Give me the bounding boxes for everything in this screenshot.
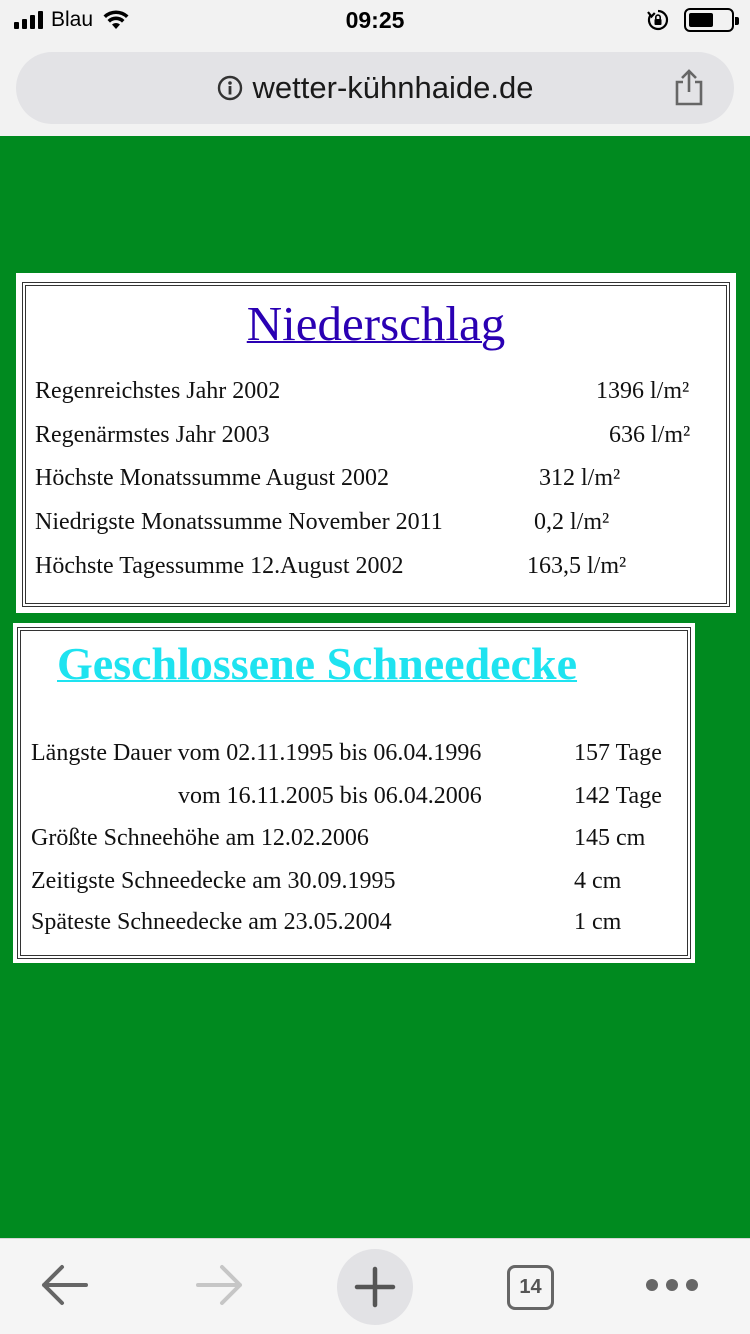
- orientation-lock-icon: [646, 8, 670, 32]
- rain-title: Niederschlag: [246, 296, 506, 351]
- snow-row-5-label: Späteste Schneedecke am 23.05.2004: [31, 909, 392, 935]
- rain-row-4-label: Niedrigste Monatssumme November 2011: [35, 509, 443, 535]
- new-tab-button[interactable]: [337, 1249, 413, 1325]
- snow-row-2-label: vom 16.11.2005 bis 06.04.2006: [178, 783, 482, 809]
- snow-row-5-value: 1 cm: [574, 909, 622, 935]
- rain-panel: [16, 273, 736, 613]
- plus-icon[interactable]: [353, 1265, 397, 1309]
- url-text[interactable]: wetter-kühnhaide.de: [252, 70, 534, 105]
- status-time: 09:25: [345, 7, 405, 33]
- back-arrow-icon[interactable]: [38, 1263, 90, 1307]
- address-center[interactable]: [16, 52, 734, 124]
- rain-row-3-value: 312 l/m²: [539, 465, 621, 491]
- tabs-button[interactable]: [507, 1265, 554, 1310]
- rain-row-4-value: 0,2 l/m²: [534, 509, 610, 535]
- bottom-toolbar: [0, 1238, 750, 1334]
- status-bar: [0, 0, 750, 42]
- snow-row-3-value: 145 cm: [574, 825, 646, 851]
- info-icon[interactable]: [217, 75, 243, 101]
- browser-toolbar: [0, 42, 750, 136]
- rain-row-5-value: 163,5 l/m²: [527, 553, 627, 579]
- snow-row-1-label: Längste Dauer vom 02.11.1995 bis 06.04.1996: [31, 740, 482, 766]
- carrier-name: Blau: [51, 8, 94, 31]
- snow-title: Geschlossene Schneedecke: [57, 638, 578, 689]
- snow-row-4-value: 4 cm: [574, 868, 622, 894]
- rain-row-1-label: Regenreichstes Jahr 2002: [35, 378, 281, 404]
- snow-panel: [13, 623, 695, 963]
- more-icon[interactable]: [644, 1277, 700, 1293]
- rain-row-2-label: Regenärmstes Jahr 2003: [35, 422, 270, 448]
- status-right: [646, 8, 734, 32]
- rain-row-2-value: 636 l/m²: [609, 422, 691, 448]
- rain-row-3-label: Höchste Monatssumme August 2002: [35, 465, 389, 491]
- forward-arrow-icon[interactable]: [194, 1263, 246, 1307]
- snow-row-4-label: Zeitigste Schneedecke am 30.09.1995: [31, 868, 396, 894]
- address-bar[interactable]: [16, 52, 734, 124]
- rain-row-5-label: Höchste Tagessumme 12.August 2002: [35, 553, 404, 579]
- rain-row-1-value: 1396 l/m²: [596, 378, 690, 404]
- share-icon[interactable]: [672, 68, 706, 106]
- snow-row-3-label: Größte Schneehöhe am 12.02.2006: [31, 825, 369, 851]
- web-page: [0, 136, 750, 1238]
- battery-icon: [684, 8, 734, 32]
- tabs-count[interactable]: 14: [519, 1276, 542, 1298]
- snow-row-2-value: 142 Tage: [574, 783, 662, 809]
- snow-row-1-value: 157 Tage: [574, 740, 662, 766]
